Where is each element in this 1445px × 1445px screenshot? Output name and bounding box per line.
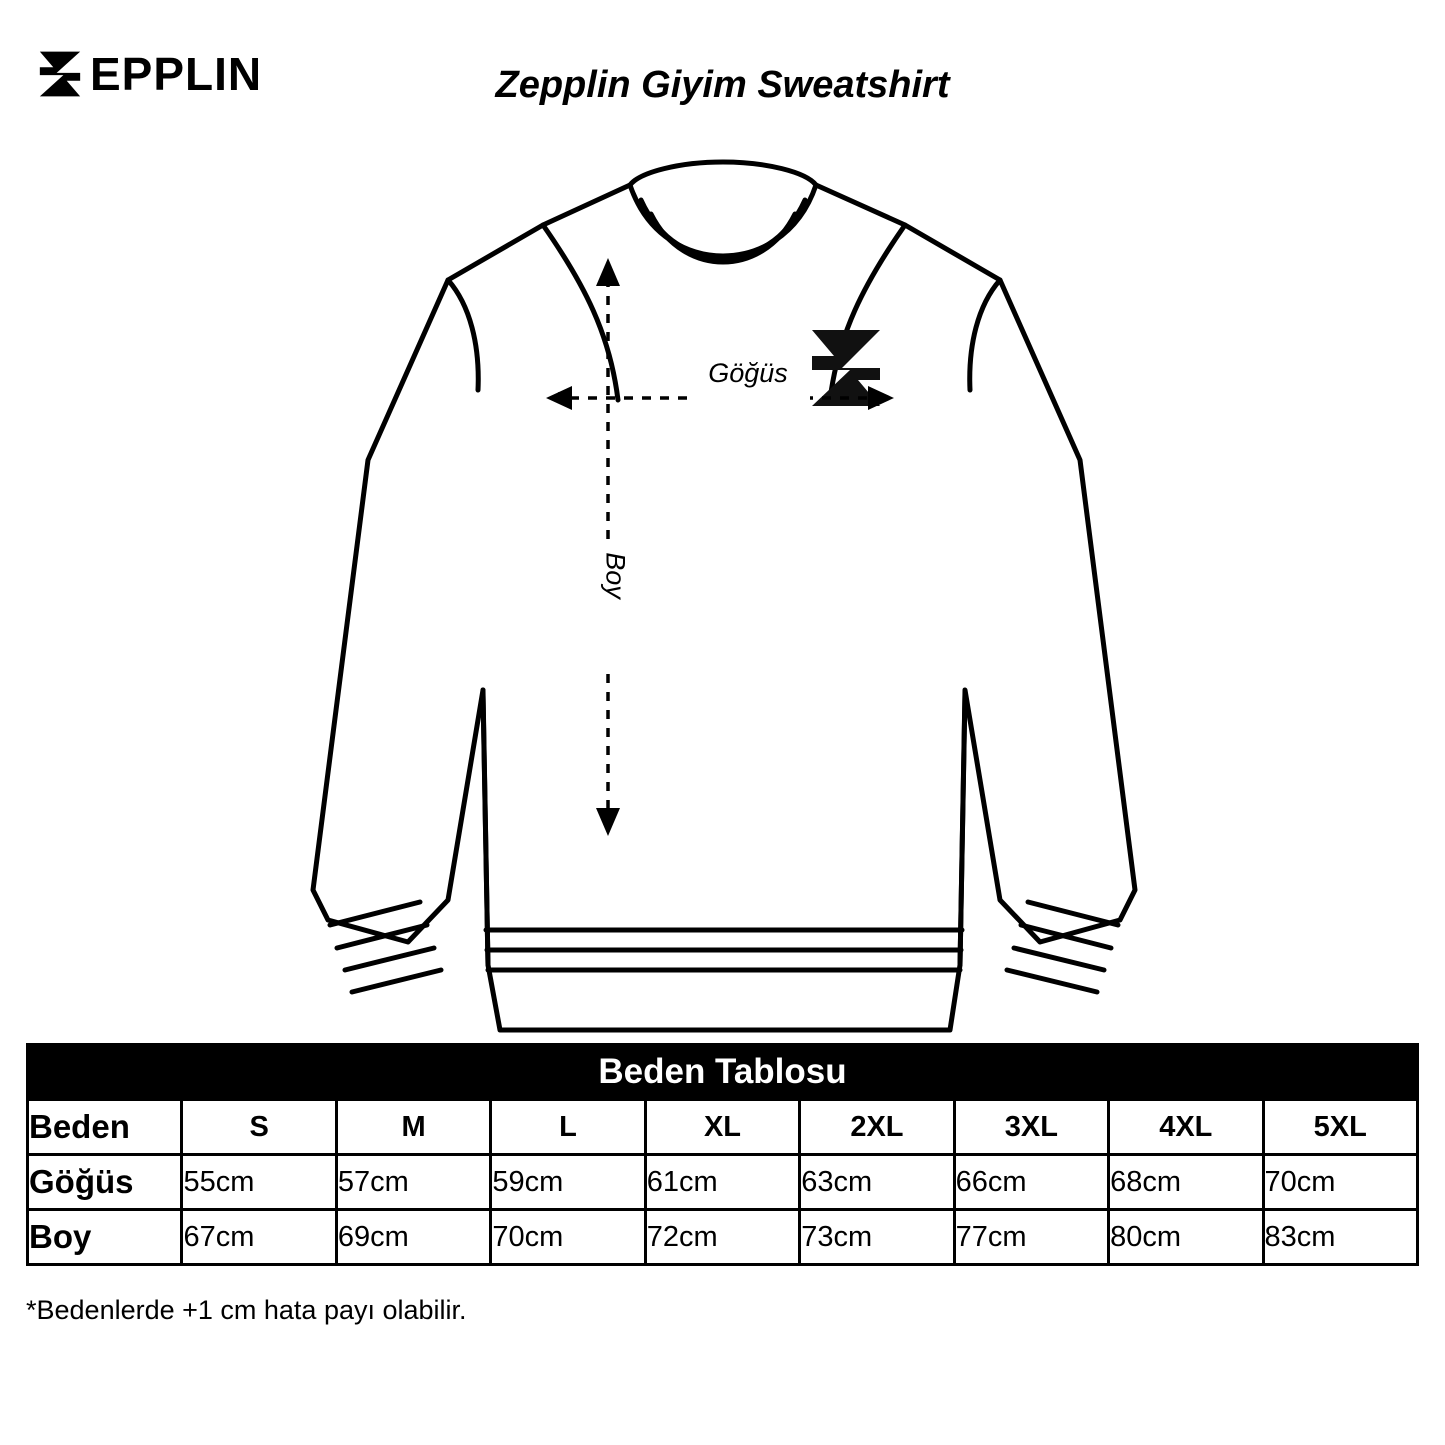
row-label-boy: Boy bbox=[28, 1210, 182, 1265]
gogus-2xl: 63cm bbox=[800, 1155, 954, 1210]
boy-5xl: 83cm bbox=[1263, 1210, 1418, 1265]
sweatshirt-illustration bbox=[0, 130, 1445, 1040]
boy-m: 69cm bbox=[336, 1210, 490, 1265]
boy-l: 70cm bbox=[491, 1210, 645, 1265]
header-cell-2xl: 2XL bbox=[800, 1100, 954, 1155]
footnote: *Bedenlerde +1 cm hata payı olabilir. bbox=[26, 1295, 467, 1325]
gogus-5xl: 70cm bbox=[1263, 1155, 1418, 1210]
boy-3xl: 77cm bbox=[954, 1210, 1108, 1265]
page-title bbox=[0, 64, 1445, 107]
table-row bbox=[28, 1155, 1418, 1210]
page-header bbox=[0, 0, 1445, 140]
boy-2xl: 73cm bbox=[800, 1210, 954, 1265]
header-cell-xl: XL bbox=[645, 1100, 799, 1155]
gogus-xl: 61cm bbox=[645, 1155, 799, 1210]
header-cell-5xl: 5XL bbox=[1263, 1100, 1418, 1155]
brand-name: EPPLIN bbox=[90, 48, 263, 100]
gogus-4xl: 68cm bbox=[1109, 1155, 1263, 1210]
boy-s: 67cm bbox=[182, 1210, 336, 1265]
size-table-container bbox=[26, 1043, 1419, 1266]
header-cell-l: L bbox=[491, 1100, 645, 1155]
header-cell-s: S bbox=[182, 1100, 336, 1155]
gogus-l: 59cm bbox=[491, 1155, 645, 1210]
size-table bbox=[26, 1043, 1419, 1266]
table-header-row bbox=[28, 1100, 1418, 1155]
boy-4xl: 80cm bbox=[1109, 1210, 1263, 1265]
row-label-gogus: Göğüs bbox=[28, 1155, 182, 1210]
gogus-3xl: 66cm bbox=[954, 1155, 1108, 1210]
table-title-row bbox=[28, 1045, 1418, 1100]
length-dimension-label: Boy bbox=[600, 552, 631, 599]
chest-dimension-label: Göğüs bbox=[708, 358, 788, 388]
header-cell-beden: Beden bbox=[28, 1100, 182, 1155]
page-title-brand: Zepplin Giyim bbox=[495, 64, 758, 106]
table-row bbox=[28, 1210, 1418, 1265]
header-cell-3xl: 3XL bbox=[954, 1100, 1108, 1155]
boy-xl: 72cm bbox=[645, 1210, 799, 1265]
gogus-s: 55cm bbox=[182, 1155, 336, 1210]
table-title: Beden Tablosu bbox=[28, 1045, 1418, 1100]
page-title-product: Sweatshirt bbox=[757, 64, 950, 106]
header-cell-4xl: 4XL bbox=[1109, 1100, 1263, 1155]
gogus-m: 57cm bbox=[336, 1155, 490, 1210]
header-cell-m: M bbox=[336, 1100, 490, 1155]
